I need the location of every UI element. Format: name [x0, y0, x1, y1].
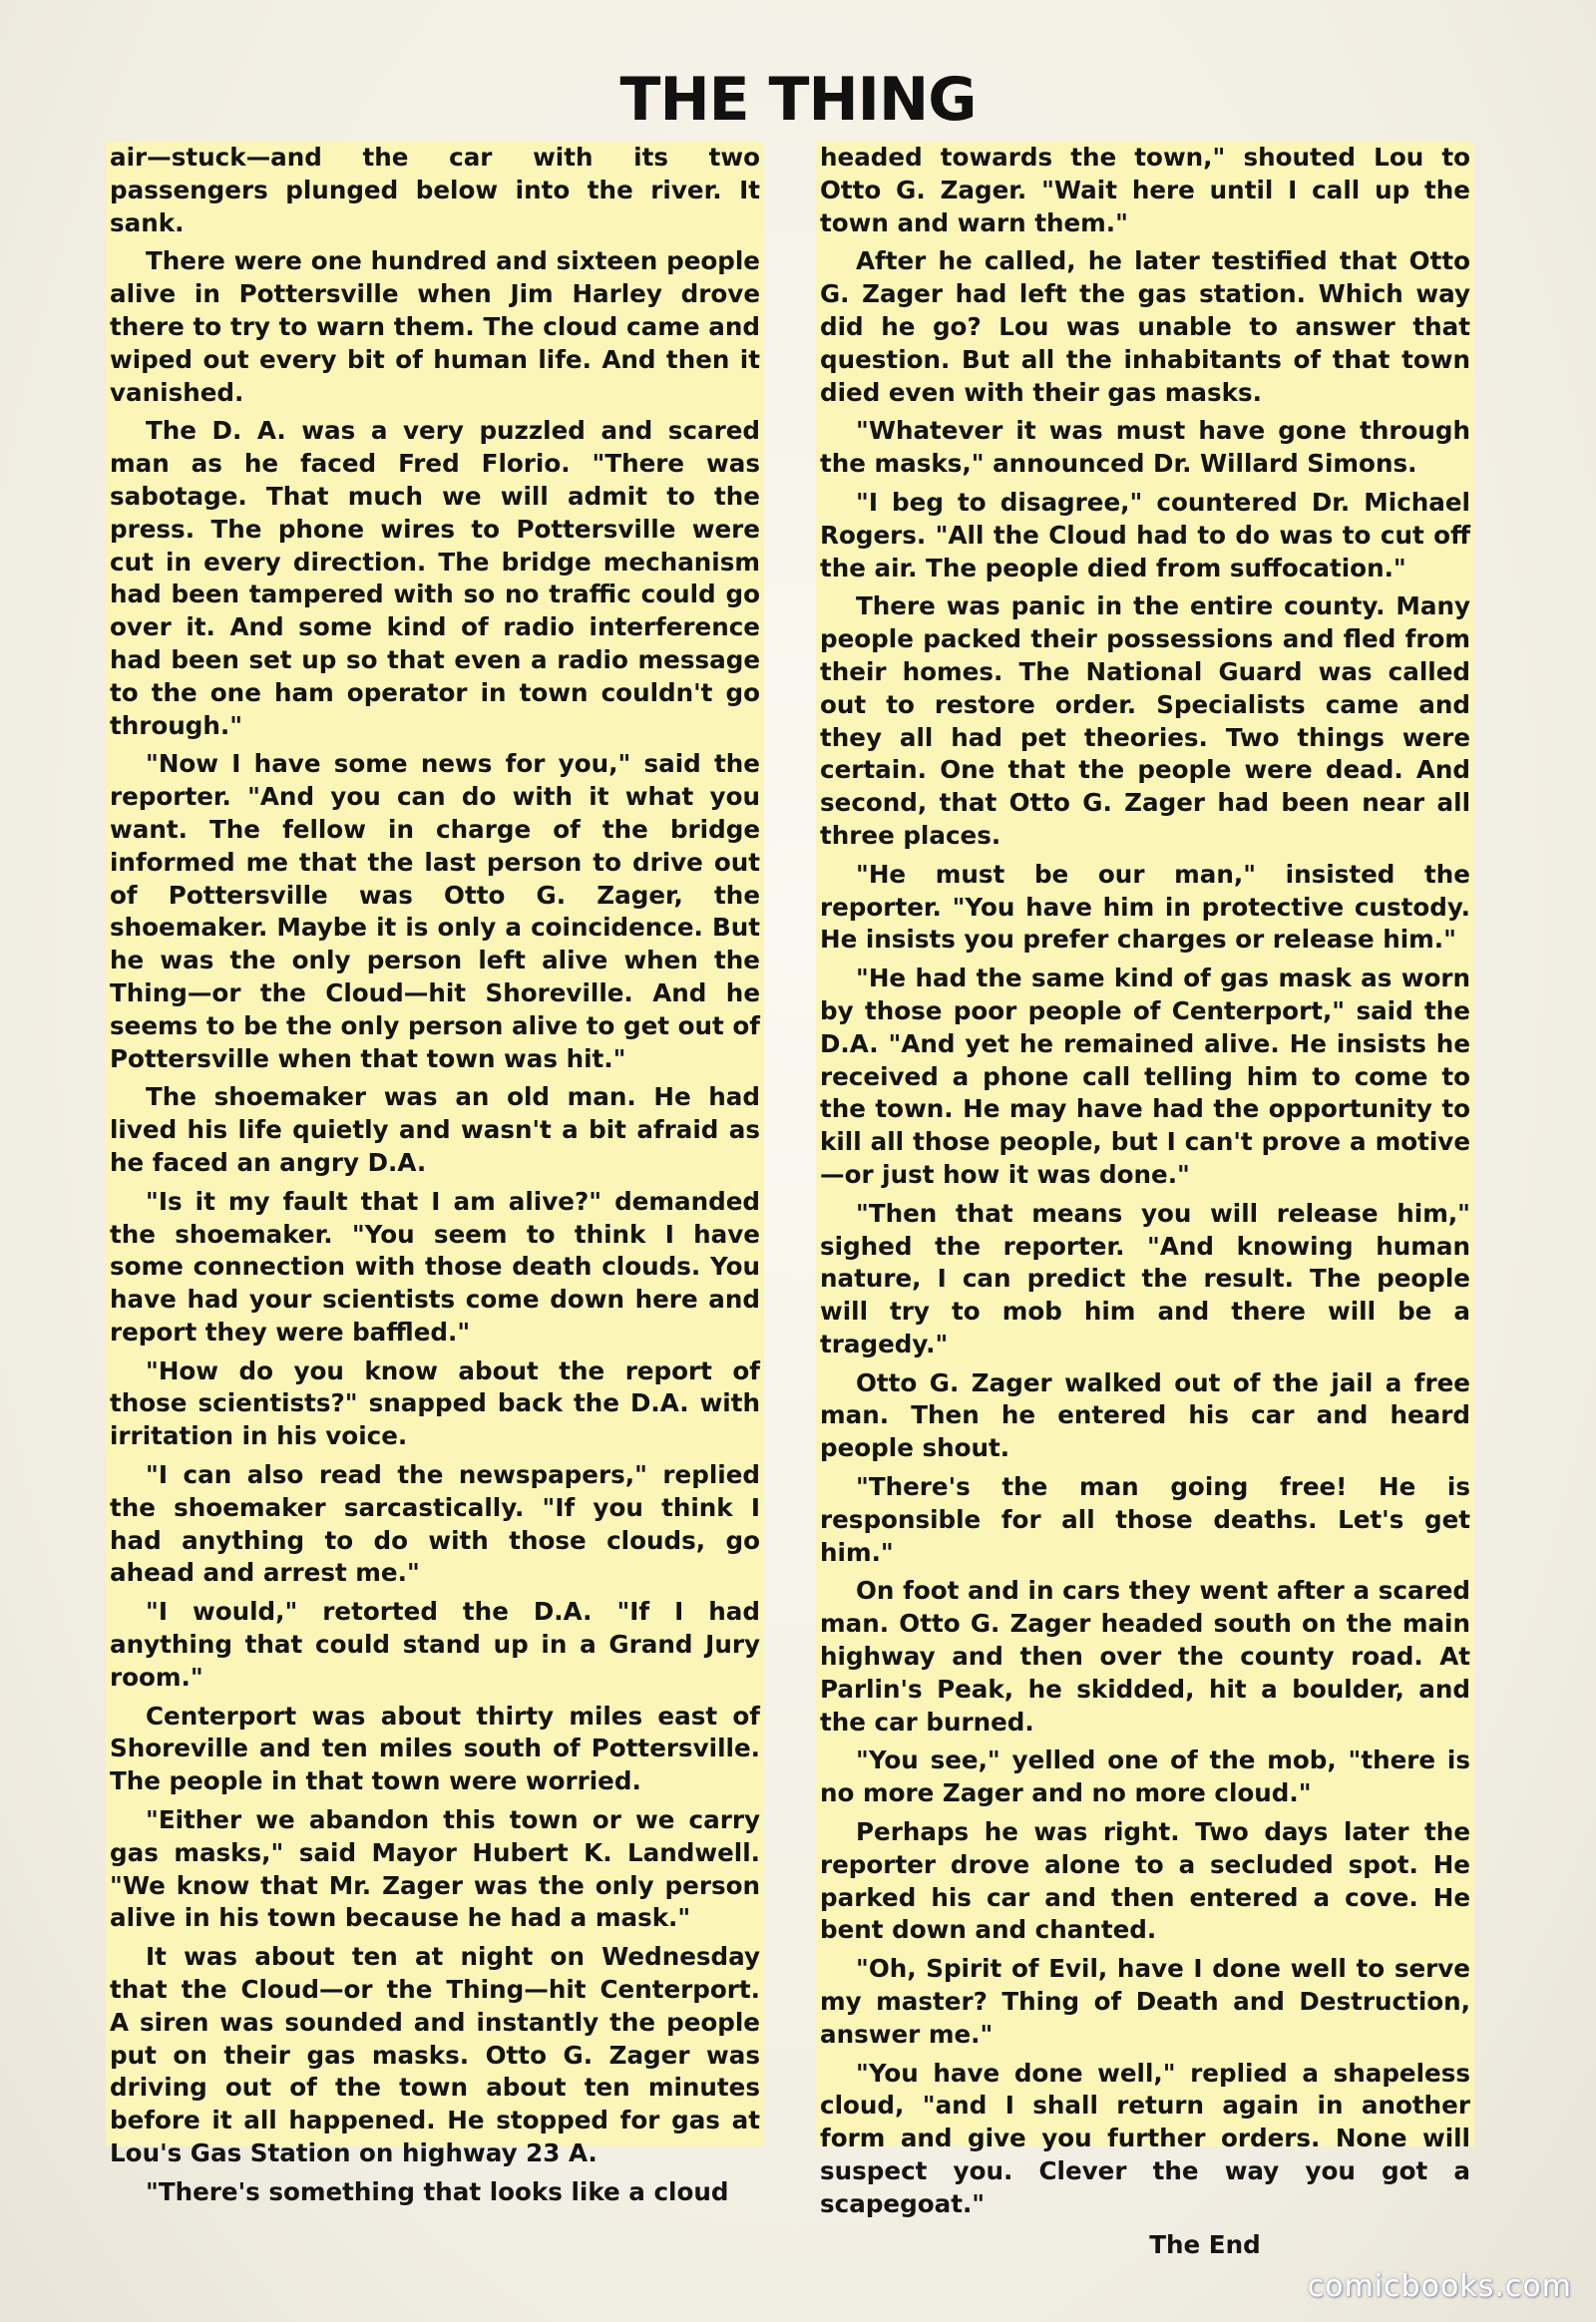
paragraph: There was panic in the entire county. Many people packed their possessions and fled from their homes. The National Guard was called out to restore order. Specialists came and they all had pet theories. Two things were certain. One that the people were dead. And second, that Otto G. Zager had been near all three places. — [820, 591, 1470, 850]
paragraph: air—stuck—and the car with its two passengers plunged below into the river. It sank. — [110, 143, 760, 237]
paragraph: headed towards the town," shouted Lou to Otto G. Zager. "Wait here until I call up the town and warn them." — [820, 143, 1470, 237]
paragraph: "You see," yelled one of the mob, "there is no more Zager and no more cloud." — [820, 1745, 1470, 1808]
right-text-column — [816, 142, 1474, 2259]
paragraph: Otto G. Zager walked out of the jail a free man. Then he entered his car and heard people shout. — [820, 1367, 1470, 1463]
paragraph: "Then that means you will release him," sighed the reporter. "And knowing human nature, I can predict the result. The people will try to mob him and there will be a tragedy." — [820, 1198, 1470, 1358]
paragraph: There were one hundred and sixteen people alive in Pottersville when Jim Harley drove there to try to warn them. The cloud came and wiped out every bit of human life. And then it vanished. — [110, 246, 760, 407]
paragraph: "Either we abandon this town or we carry gas masks," said Mayor Hubert K. Landwell. "We know that Mr. Zager was the only person alive in his town because he had a mask." — [110, 1805, 760, 1933]
paragraph: "I would," retorted the D.A. "If I had anything that could stand up in a Grand Jury room." — [110, 1597, 760, 1692]
paragraph: "Whatever it was must have gone through the masks," announced Dr. Willard Simons. — [820, 416, 1470, 479]
paragraph: "He had the same kind of gas mask as worn by those poor people of Centerport," said the D.A. "And yet he remained alive. He insists he received a phone call telling him to come to the town. He may have had the opportunity to kill all those people, but I can't prove a motive—or just how it was done." — [820, 964, 1470, 1189]
paragraph: On foot and in cars they went after a scared man. Otto G. Zager headed south on the main highway and then over the county road. At Parlin's Peak, he skidded, hit a boulder, and the car burned. — [820, 1576, 1470, 1737]
paragraph: "I beg to disagree," countered Dr. Michael Rogers. "All the Cloud had to do was to cut off the air. The people died from suffocation." — [820, 487, 1470, 582]
paragraph: "He must be our man," insisted the reporter. "You have him in protective custody. He insists you prefer charges or release him." — [820, 859, 1470, 955]
paragraph: The D. A. was a very puzzled and scared man as he faced Fred Florio. "There was sabotage. That much we will admit to the press. The phone wires to Pottersville were cut in every direction. The bridge mechanism had been tampered with so no traffic could go over it. And some kind of radio interference had been set up so that even a radio message to the one ham operator in town couldn't go through." — [110, 416, 760, 740]
paragraph: The shoemaker was an old man. He had lived his life quietly and wasn't a bit afraid as he faced an angry D.A. — [110, 1082, 760, 1177]
paragraph: It was about ten at night on Wednesday that the Cloud—or the Thing—hit Centerport. A siren was sounded and instantly the people put on their gas masks. Otto G. Zager was driving out of the town about ten minutes before it all happened. He stopped for gas at Lou's Gas Station on highway 23 A. — [110, 1942, 760, 2168]
paragraph: After he called, he later testified that Otto G. Zager had left the gas station. Which way did he go? Lou was unable to answer that question. But all the inhabitants of that town died even with their gas masks. — [820, 246, 1470, 407]
paragraph: "How do you know about the report of those scientists?" snapped back the D.A. with irritation in his voice. — [110, 1355, 760, 1451]
the-end-label: The End — [1149, 2229, 1261, 2259]
paragraph: "You have done well," replied a shapeless cloud, "and I shall return again in another form and give you further orders. None will suspect you. Clever the way you got a scapegoat." — [820, 2058, 1470, 2218]
paragraph: "Oh, Spirit of Evil, have I done well to serve my master? Thing of Death and Destruction, answer me." — [820, 1954, 1470, 2049]
story-title: THE THING — [619, 65, 977, 135]
watermark: comicbooks.com — [1307, 2269, 1572, 2304]
paragraph: Centerport was about thirty miles east of Shoreville and ten miles south of Pottersville. The people in that town were worried. — [110, 1701, 760, 1796]
paragraph: "Is it my fault that I am alive?" demanded the shoemaker. "You seem to think I have some connection with those death clouds. You have had your scientists come down here and report they were baffled." — [110, 1186, 760, 1347]
paragraph: "There's the man going free! He is responsible for all those deaths. Let's get him." — [820, 1472, 1470, 1567]
paragraph: Perhaps he was right. Two days later the reporter drove alone to a secluded spot. He parked his car and then entered a cove. He bent down and chanted. — [820, 1817, 1470, 1945]
paragraph: "There's something that looks like a cloud — [146, 2176, 729, 2206]
paragraph: "Now I have some news for you," said the reporter. "And you can do with it what you want. The fellow in charge of the bridge informed me that the last person to drive out of Pottersville was Otto G. Zager, the shoemaker. Maybe it is only a coincidence. But he was the only person left alive when the Thing—or the Cloud—hit Shoreville. And he seems to be the only person alive to get out of Pottersville when that town was hit." — [110, 749, 760, 1073]
left-text-column — [106, 142, 764, 2206]
paragraph: "I can also read the newspapers," replied the shoemaker sarcastically. "If you think I had anything to do with those clouds, go ahead and arrest me." — [110, 1460, 760, 1588]
